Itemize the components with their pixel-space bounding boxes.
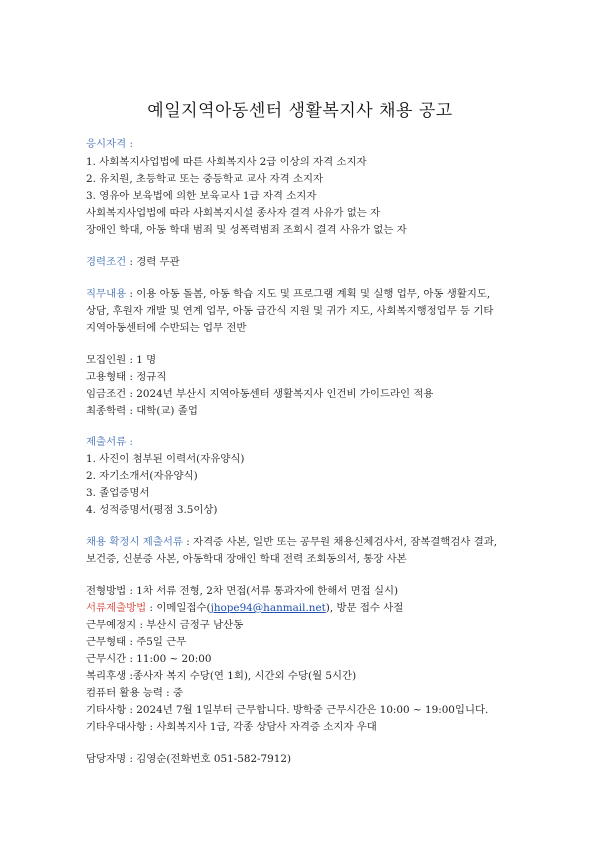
submission-label: 서류제출방법	[86, 602, 147, 614]
confirmed-docs-line: 보건증, 신분증 사본, 아동학대 장애인 학대 전력 조회동의서, 통장 사본	[86, 553, 407, 565]
document-item: 3. 졸업증명서	[86, 487, 150, 499]
preferred-qualifications: 기타우대사항 : 사회복지사 1급, 각종 상담사 자격증 소지자 우대	[86, 721, 377, 733]
contact-person: 담당자명 : 김영순(전화번호 051-582-7912)	[86, 753, 292, 765]
duties-line	[86, 286, 560, 302]
work-type: 근무형태 : 주5일 근무	[86, 636, 187, 648]
career-condition	[86, 254, 560, 270]
qualification-item: 1. 사회복지사업법에 따른 사회복지사 2급 이상의 자격 소지자	[86, 156, 367, 168]
page-title: 예일지역아동센터 생활복지사 채용 공고	[147, 101, 453, 121]
qualification-item: 사회복지사업법에 따라 사회복지시설 종사자 결격 사유가 없는 자	[86, 207, 381, 219]
confirmed-docs-label: 채용 확정시 제출서류	[86, 536, 183, 548]
computer-skill: 컴퓨터 활용 능력 : 중	[86, 687, 184, 699]
document-item: 1. 사진이 첨부된 이력서(자유양식)	[86, 453, 245, 465]
duties-line: 상담, 후원자 개발 및 연계 업무, 아동 급간식 지원 및 귀가 지도, 사회복지행정업무 등 기타	[86, 305, 494, 317]
duties-text: : 이용 아동 돌봄, 아동 학습 지도 및 프로그램 계획 및 실행 업무, 아동 생활지도,	[126, 288, 491, 300]
detail-headcount: 모집인원 : 1 명	[86, 354, 157, 366]
documents-heading: 제출서류 :	[86, 436, 133, 448]
other-notes: 기타사항 : 2024년 7월 1일부터 근무합니다. 방학중 근무시간은 10:00 ~ 19:00입니다.	[86, 704, 489, 716]
work-hours: 근무시간 : 11:00 ~ 20:00	[86, 653, 212, 665]
duties-line: 지역아동센터에 수반되는 업무 전반	[86, 322, 247, 334]
confirmed-docs-line	[86, 534, 560, 550]
qualification-item: 장애인 학대, 아동 학대 범죄 및 성폭력범죄 조회시 결격 사유가 없는 자	[86, 224, 407, 236]
work-location: 근무예정지 : 부산시 금정구 남산동	[86, 619, 244, 631]
career-label: 경력조건	[86, 256, 127, 268]
email-link[interactable]: jhope94@hanmail.net	[210, 602, 326, 614]
benefits: 복리후생 :종사자 복지 수당(연 1회), 시간외 수당(월 5시간)	[86, 670, 357, 682]
submission-prefix: : 이메일접수(	[146, 602, 211, 614]
submission-method	[86, 600, 560, 616]
detail-employment-type: 고용형태 : 정규직	[86, 371, 167, 383]
qualification-item: 3. 영유아 보육법에 의한 보육교사 1급 자격 소지자	[86, 190, 317, 202]
qualifications-heading: 응시자격 :	[86, 138, 133, 150]
career-value: : 경력 무관	[126, 256, 180, 268]
selection-process: 전형방법 : 1차 서류 전형, 2차 면접(서류 통과자에 한해서 면접 실시)	[86, 585, 399, 597]
submission-suffix: ), 방문 접수 사절	[325, 602, 404, 614]
detail-wage: 임금조건 : 2024년 부산시 지역아동센터 생활복지사 인건비 가이드라인 적용	[86, 388, 434, 400]
duties-label: 직무내용	[86, 288, 127, 300]
document-item: 4. 성적증명서(평점 3.5이상)	[86, 504, 218, 516]
document-item: 2. 자기소개서(자유양식)	[86, 470, 198, 482]
detail-education: 최종학력 : 대학(교) 졸업	[86, 405, 198, 417]
qualification-item: 2. 유치원, 초등학교 또는 중등학교 교사 자격 소지자	[86, 173, 324, 185]
confirmed-docs-text: : 자격증 사본, 일반 또는 공무원 채용신체검사서, 잠복결핵검사 결과,	[182, 536, 498, 548]
